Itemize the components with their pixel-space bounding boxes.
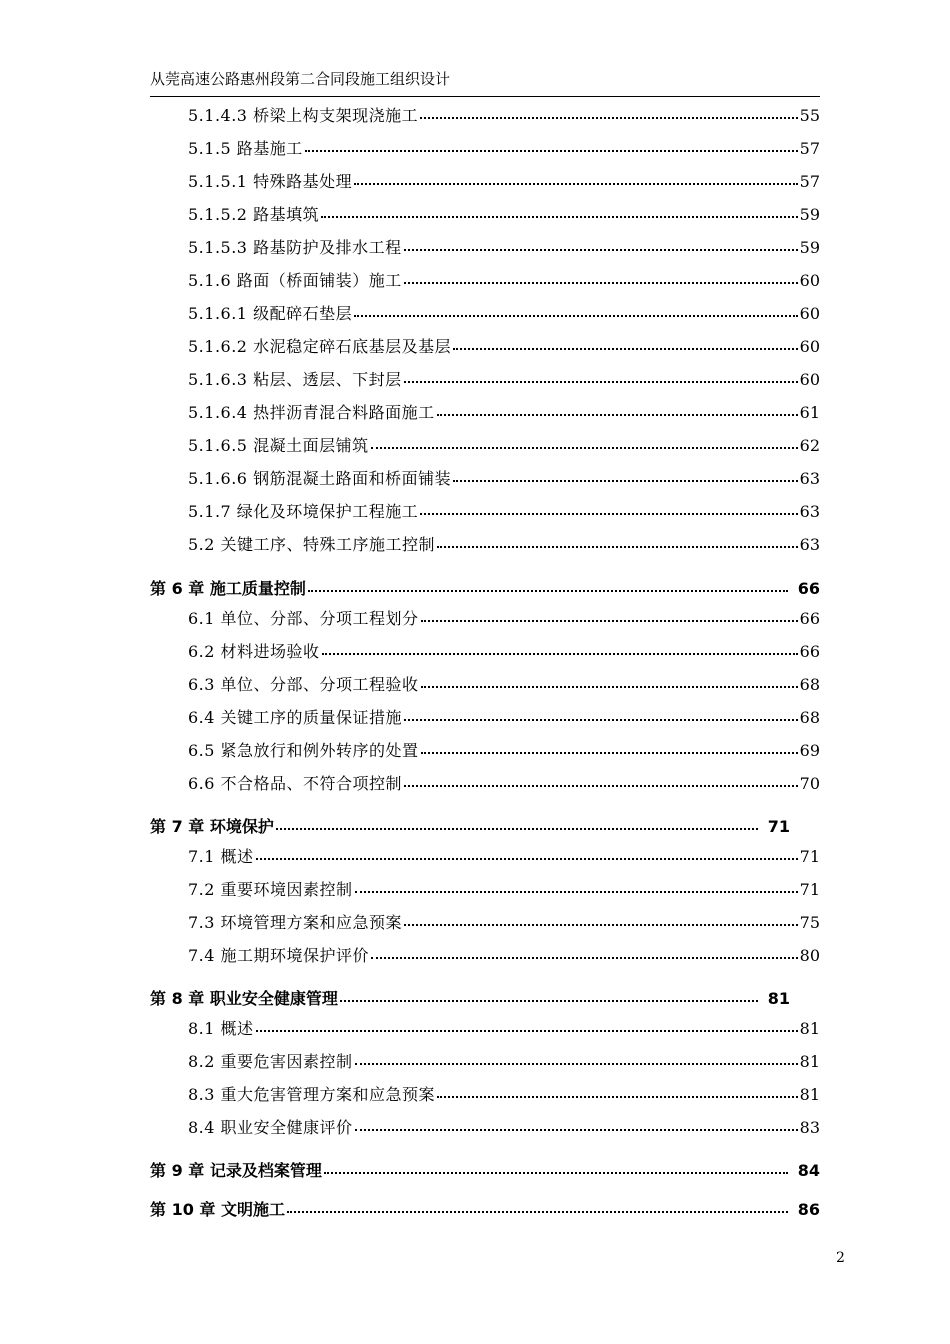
toc-section-entry[interactable] — [188, 136, 820, 160]
toc-section-entry[interactable] — [188, 910, 820, 934]
toc-entry-title: 5.1.6.2 水泥稳定碎石底基层及基层 — [188, 337, 452, 356]
toc-leader-dots — [437, 546, 798, 548]
toc-page-number: 62 — [799, 436, 820, 455]
toc-section-entry[interactable] — [188, 705, 820, 729]
toc-entry-title: 第 7 章 环境保护 — [150, 817, 274, 836]
toc-page-number: 57 — [799, 139, 820, 158]
toc-leader-dots — [355, 1129, 798, 1131]
toc-section-entry[interactable] — [188, 169, 820, 193]
toc-entry-title: 8.4 职业安全健康评价 — [188, 1118, 353, 1137]
toc-page-number: 59 — [799, 205, 820, 224]
toc-page-number: 81 — [799, 1052, 820, 1071]
toc-entry-title: 7.1 概述 — [188, 847, 254, 866]
toc-leader-dots — [404, 381, 798, 383]
toc-entry-title: 6.5 紧急放行和例外转序的处置 — [188, 741, 419, 760]
toc-entry-title: 6.4 关键工序的质量保证措施 — [188, 708, 403, 727]
toc-entry-title: 5.1.7 绿化及环境保护工程施工 — [188, 502, 419, 521]
toc-section-entry[interactable] — [188, 844, 820, 868]
toc-leader-dots — [404, 719, 798, 721]
toc-page-number: 59 — [799, 238, 820, 257]
toc-page-number: 81 — [799, 1085, 820, 1104]
toc-leader-dots — [256, 1030, 798, 1032]
toc-section-entry[interactable] — [188, 877, 820, 901]
toc-entry-title: 5.1.5.2 路基填筑 — [188, 205, 320, 224]
toc-entry-title: 5.2 关键工序、特殊工序施工控制 — [188, 535, 436, 554]
toc-leader-dots — [404, 249, 798, 251]
toc-page-number: 55 — [799, 106, 820, 125]
toc-leader-dots — [453, 480, 798, 482]
toc-page-number: 84 — [797, 1161, 820, 1180]
toc-section-entry[interactable] — [188, 235, 820, 259]
toc-leader-dots — [404, 785, 798, 787]
toc-page-number: 70 — [799, 774, 820, 793]
toc-page-number: 71 — [767, 817, 790, 836]
toc-leader-dots — [421, 620, 798, 622]
toc-leader-dots — [371, 957, 798, 959]
toc-page-number: 60 — [799, 337, 820, 356]
toc-entry-title: 6.1 单位、分部、分项工程划分 — [188, 609, 419, 628]
toc-page-number: 69 — [799, 741, 820, 760]
toc-page-number: 86 — [797, 1200, 820, 1219]
toc-page-number: 75 — [799, 913, 820, 932]
toc-page-number: 60 — [799, 271, 820, 290]
toc-page-number: 66 — [797, 579, 820, 598]
toc-leader-dots — [404, 282, 798, 284]
toc-entry-title: 5.1.6.1 级配碎石垫层 — [188, 304, 353, 323]
toc-chapter-entry[interactable] — [150, 814, 790, 838]
toc-page-number: 63 — [799, 469, 820, 488]
toc-entry-title: 5.1.6 路面（桥面铺装）施工 — [188, 271, 402, 290]
toc-page-number: 60 — [799, 304, 820, 323]
toc-page-number: 60 — [799, 370, 820, 389]
toc-section-entry[interactable] — [188, 639, 820, 663]
toc-page-number: 68 — [799, 675, 820, 694]
toc-leader-dots — [321, 216, 798, 218]
toc-leader-dots — [421, 752, 798, 754]
toc-leader-dots — [437, 1096, 798, 1098]
toc-entry-title: 7.4 施工期环境保护评价 — [188, 946, 370, 965]
page-number: 2 — [836, 1250, 845, 1266]
toc-entry-title: 6.6 不合格品、不符合项控制 — [188, 774, 403, 793]
toc-page-number: 71 — [799, 847, 820, 866]
toc-page-number: 68 — [799, 708, 820, 727]
toc-leader-dots — [437, 414, 798, 416]
toc-section-entry[interactable] — [188, 499, 820, 523]
toc-leader-dots — [287, 1211, 788, 1213]
toc-page-number: 80 — [799, 946, 820, 965]
toc-leader-dots — [420, 117, 798, 119]
toc-entry-title: 8.2 重要危害因素控制 — [188, 1052, 353, 1071]
toc-leader-dots — [324, 1172, 788, 1174]
toc-page-number: 81 — [767, 989, 790, 1008]
toc-entry-title: 5.1.5 路基施工 — [188, 139, 303, 158]
toc-entry-title: 第 8 章 职业安全健康管理 — [150, 989, 338, 1008]
toc-section-entry[interactable] — [188, 334, 820, 358]
toc-section-entry[interactable] — [188, 301, 820, 325]
toc-chapter-entry[interactable] — [150, 576, 820, 600]
toc-leader-dots — [453, 348, 798, 350]
toc-entry-title: 第 6 章 施工质量控制 — [150, 579, 306, 598]
toc-leader-dots — [322, 653, 798, 655]
toc-entry-title: 7.3 环境管理方案和应急预案 — [188, 913, 403, 932]
toc-section-entry[interactable] — [188, 532, 820, 556]
toc-entry-title: 5.1.6.4 热拌沥青混合料路面施工 — [188, 403, 435, 422]
toc-leader-dots — [308, 590, 788, 592]
toc-entry-title: 第 10 章 文明施工 — [150, 1200, 285, 1219]
toc-leader-dots — [420, 513, 797, 515]
toc-leader-dots — [276, 828, 758, 830]
toc-page-number: 81 — [799, 1019, 820, 1038]
toc-entry-title: 7.2 重要环境因素控制 — [188, 880, 353, 899]
toc-section-entry[interactable] — [188, 400, 820, 424]
toc-chapter-entry[interactable] — [150, 1158, 820, 1182]
toc-leader-dots — [340, 1000, 758, 1002]
toc-section-entry[interactable] — [188, 1016, 820, 1040]
toc-leader-dots — [371, 447, 798, 449]
toc-section-entry[interactable] — [188, 738, 820, 762]
toc-leader-dots — [305, 150, 798, 152]
toc-entry-title: 6.3 单位、分部、分项工程验收 — [188, 675, 419, 694]
toc-leader-dots — [354, 315, 798, 317]
toc-entry-title: 5.1.6.6 钢筋混凝土路面和桥面铺装 — [188, 469, 452, 488]
toc-section-entry[interactable] — [188, 268, 820, 292]
toc-section-entry[interactable] — [188, 1082, 820, 1106]
toc-leader-dots — [355, 1063, 798, 1065]
toc-page-number: 83 — [799, 1118, 820, 1137]
toc-entry-title: 第 9 章 记录及档案管理 — [150, 1161, 322, 1180]
toc-chapter-entry[interactable] — [150, 986, 790, 1010]
toc-page-number: 61 — [799, 403, 820, 422]
toc-entry-title: 5.1.5.3 路基防护及排水工程 — [188, 238, 402, 257]
toc-leader-dots — [421, 686, 798, 688]
toc-section-entry[interactable] — [188, 367, 820, 391]
toc-entry-title: 6.2 材料进场验收 — [188, 642, 320, 661]
toc-section-entry[interactable] — [188, 103, 820, 127]
toc-section-entry[interactable] — [188, 1049, 820, 1073]
document-header-title: 从莞高速公路惠州段第二合同段施工组织设计 — [150, 70, 451, 88]
toc-leader-dots — [354, 183, 798, 185]
toc-leader-dots — [256, 858, 798, 860]
toc-entry-title: 8.3 重大危害管理方案和应急预案 — [188, 1085, 436, 1104]
toc-section-entry[interactable] — [188, 672, 820, 696]
toc-page-number: 66 — [799, 609, 820, 628]
toc-entry-title: 5.1.4.3 桥梁上构支架现浇施工 — [188, 106, 419, 125]
toc-page-number: 66 — [799, 642, 820, 661]
toc-page-number: 63 — [799, 535, 820, 554]
toc-leader-dots — [355, 891, 798, 893]
toc-leader-dots — [404, 924, 798, 926]
toc-page-number: 71 — [799, 880, 820, 899]
toc-page-number: 63 — [799, 502, 820, 521]
toc-chapter-entry[interactable] — [150, 1197, 820, 1221]
toc-section-entry[interactable] — [188, 606, 820, 630]
toc-section-entry[interactable] — [188, 771, 820, 795]
toc-entry-title: 5.1.5.1 特殊路基处理 — [188, 172, 353, 191]
toc-section-entry[interactable] — [188, 202, 820, 226]
toc-entry-title: 5.1.6.5 混凝土面层铺筑 — [188, 436, 369, 455]
toc-entry-title: 8.1 概述 — [188, 1019, 254, 1038]
toc-section-entry[interactable] — [188, 943, 820, 967]
toc-entry-title: 5.1.6.3 粘层、透层、下封层 — [188, 370, 402, 389]
toc-section-entry[interactable] — [188, 1115, 820, 1139]
toc-section-entry[interactable] — [188, 433, 820, 457]
toc-section-entry[interactable] — [188, 466, 820, 490]
toc-page-number: 57 — [799, 172, 820, 191]
